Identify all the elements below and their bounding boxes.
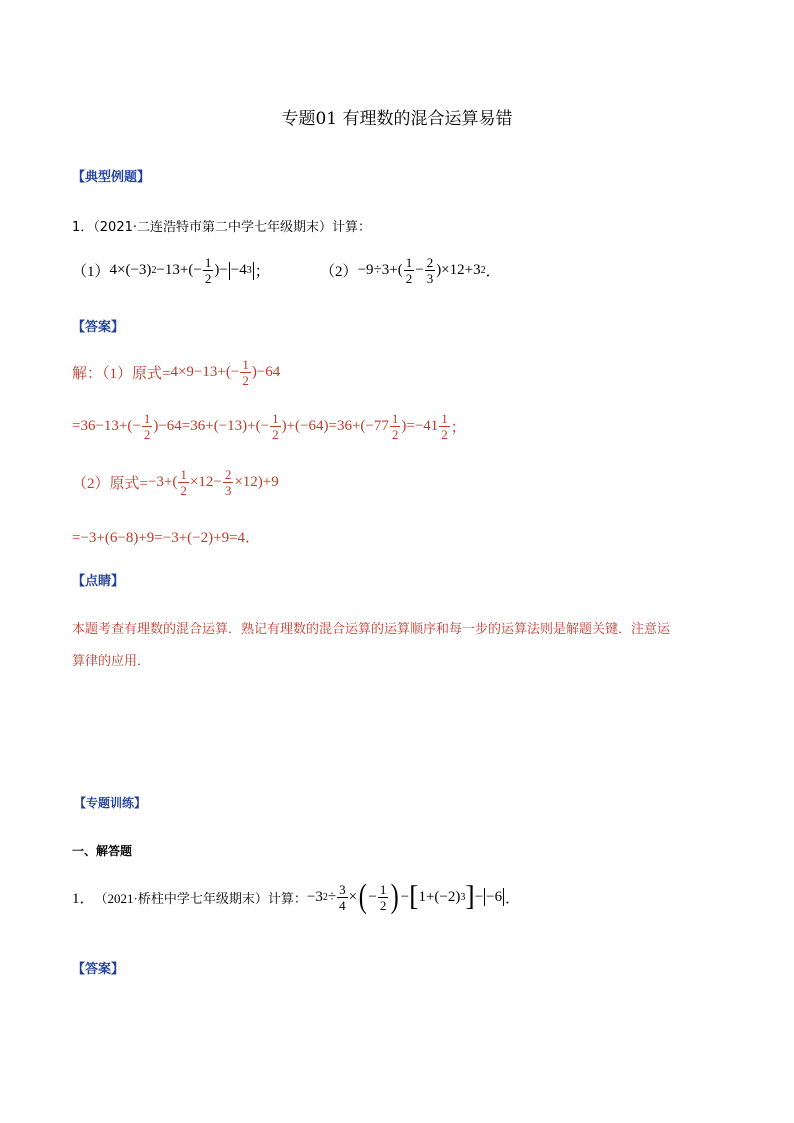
- fraction: $\frac{3}{4}$: [339, 881, 346, 913]
- question-1-expressions: [72, 256, 501, 285]
- fraction: $\frac{1}{2}$: [272, 411, 279, 442]
- answer-heading-2: 【答案】: [72, 962, 125, 977]
- fraction: $\frac{1}{2}$: [242, 357, 249, 388]
- fraction: $\frac{1}{2}$: [143, 411, 151, 442]
- fraction: $\frac{2}{3}$: [426, 255, 434, 286]
- question-1-header: [72, 216, 371, 235]
- comment-line-1: 本题考查有理数的混合运算．熟记有理数的混合运算的运算顺序和每一步的运算法则是解题关键．注意运: [72, 622, 671, 637]
- fraction: $\frac{1}{2}$: [180, 467, 187, 498]
- abs-bar-right: [253, 262, 254, 280]
- question-source: （2021·二连浩特市第二中学七年级期末）计算：: [93, 220, 371, 235]
- q1-part2: （2） −9÷3+( $\frac{1}{2}$ − $\frac{2}{3}$ )×12+3 2 ．: [320, 255, 501, 286]
- fraction: $\frac{2}{3}$: [224, 467, 232, 498]
- fraction: $\frac{1}{2}$: [379, 881, 387, 913]
- fraction: $\frac{1}{2}$: [441, 411, 448, 442]
- subsection-heading: 一、解答题: [72, 844, 133, 858]
- solution-line-1: 解：（1）原式= 4×9−13+(− $\frac{1}{2}$ )−64: [72, 357, 281, 388]
- comment-line-2: 算律的应用．: [72, 654, 151, 669]
- page-title: 专题01 有理数的混合运算易错: [281, 109, 513, 129]
- answer-heading: 【答案】: [72, 320, 125, 335]
- solution-line-3: （2）原式= −3+( $\frac{1}{2}$ ×12− $\frac{2}{3}$ ×12)+9: [72, 467, 279, 498]
- q1-part1: （1） 4×(−3) 2 −13+(− $\frac{1}{2}$ )− −4 3 ；: [72, 255, 270, 286]
- fraction: $\frac{1}{2}$: [204, 255, 212, 286]
- section-training-heading: 【专题训练】: [74, 796, 147, 810]
- fraction: $\frac{1}{2}$: [391, 411, 399, 442]
- abs-bar-right: [503, 888, 504, 906]
- question-source: （2021·桥柱中学七年级期末）计算：: [94, 890, 307, 906]
- comment-heading: 【点睛】: [72, 574, 125, 589]
- abs-bar-left: [229, 262, 230, 280]
- solution-line-2: =36−13+(− $\frac{1}{2}$ )−64=36+(−13)+(− $\frac{1}{2}$ )+(−64)=36+(−77 $\frac{1}{2}$ )=−41 $\frac{1}{2}$ ；: [72, 411, 466, 442]
- solution-line-4: =−3+(6−8)+9=−3+(−2)+9=4．: [72, 530, 261, 546]
- training-question-1: 1． （2021·桥柱中学七年级期末）计算： −3 2 ÷ $\frac{3}{4}$ × ( − $\frac{1}{2}$ ) − [ 1+(−2) 3 ] − −6 ．: [72, 878, 521, 915]
- fraction: $\frac{1}{2}$: [405, 255, 413, 286]
- abs-bar-left: [484, 888, 485, 906]
- question-number: 1．: [72, 220, 94, 235]
- question-number: 1．: [72, 890, 95, 907]
- section-example-heading: 【典型例题】: [72, 170, 151, 185]
